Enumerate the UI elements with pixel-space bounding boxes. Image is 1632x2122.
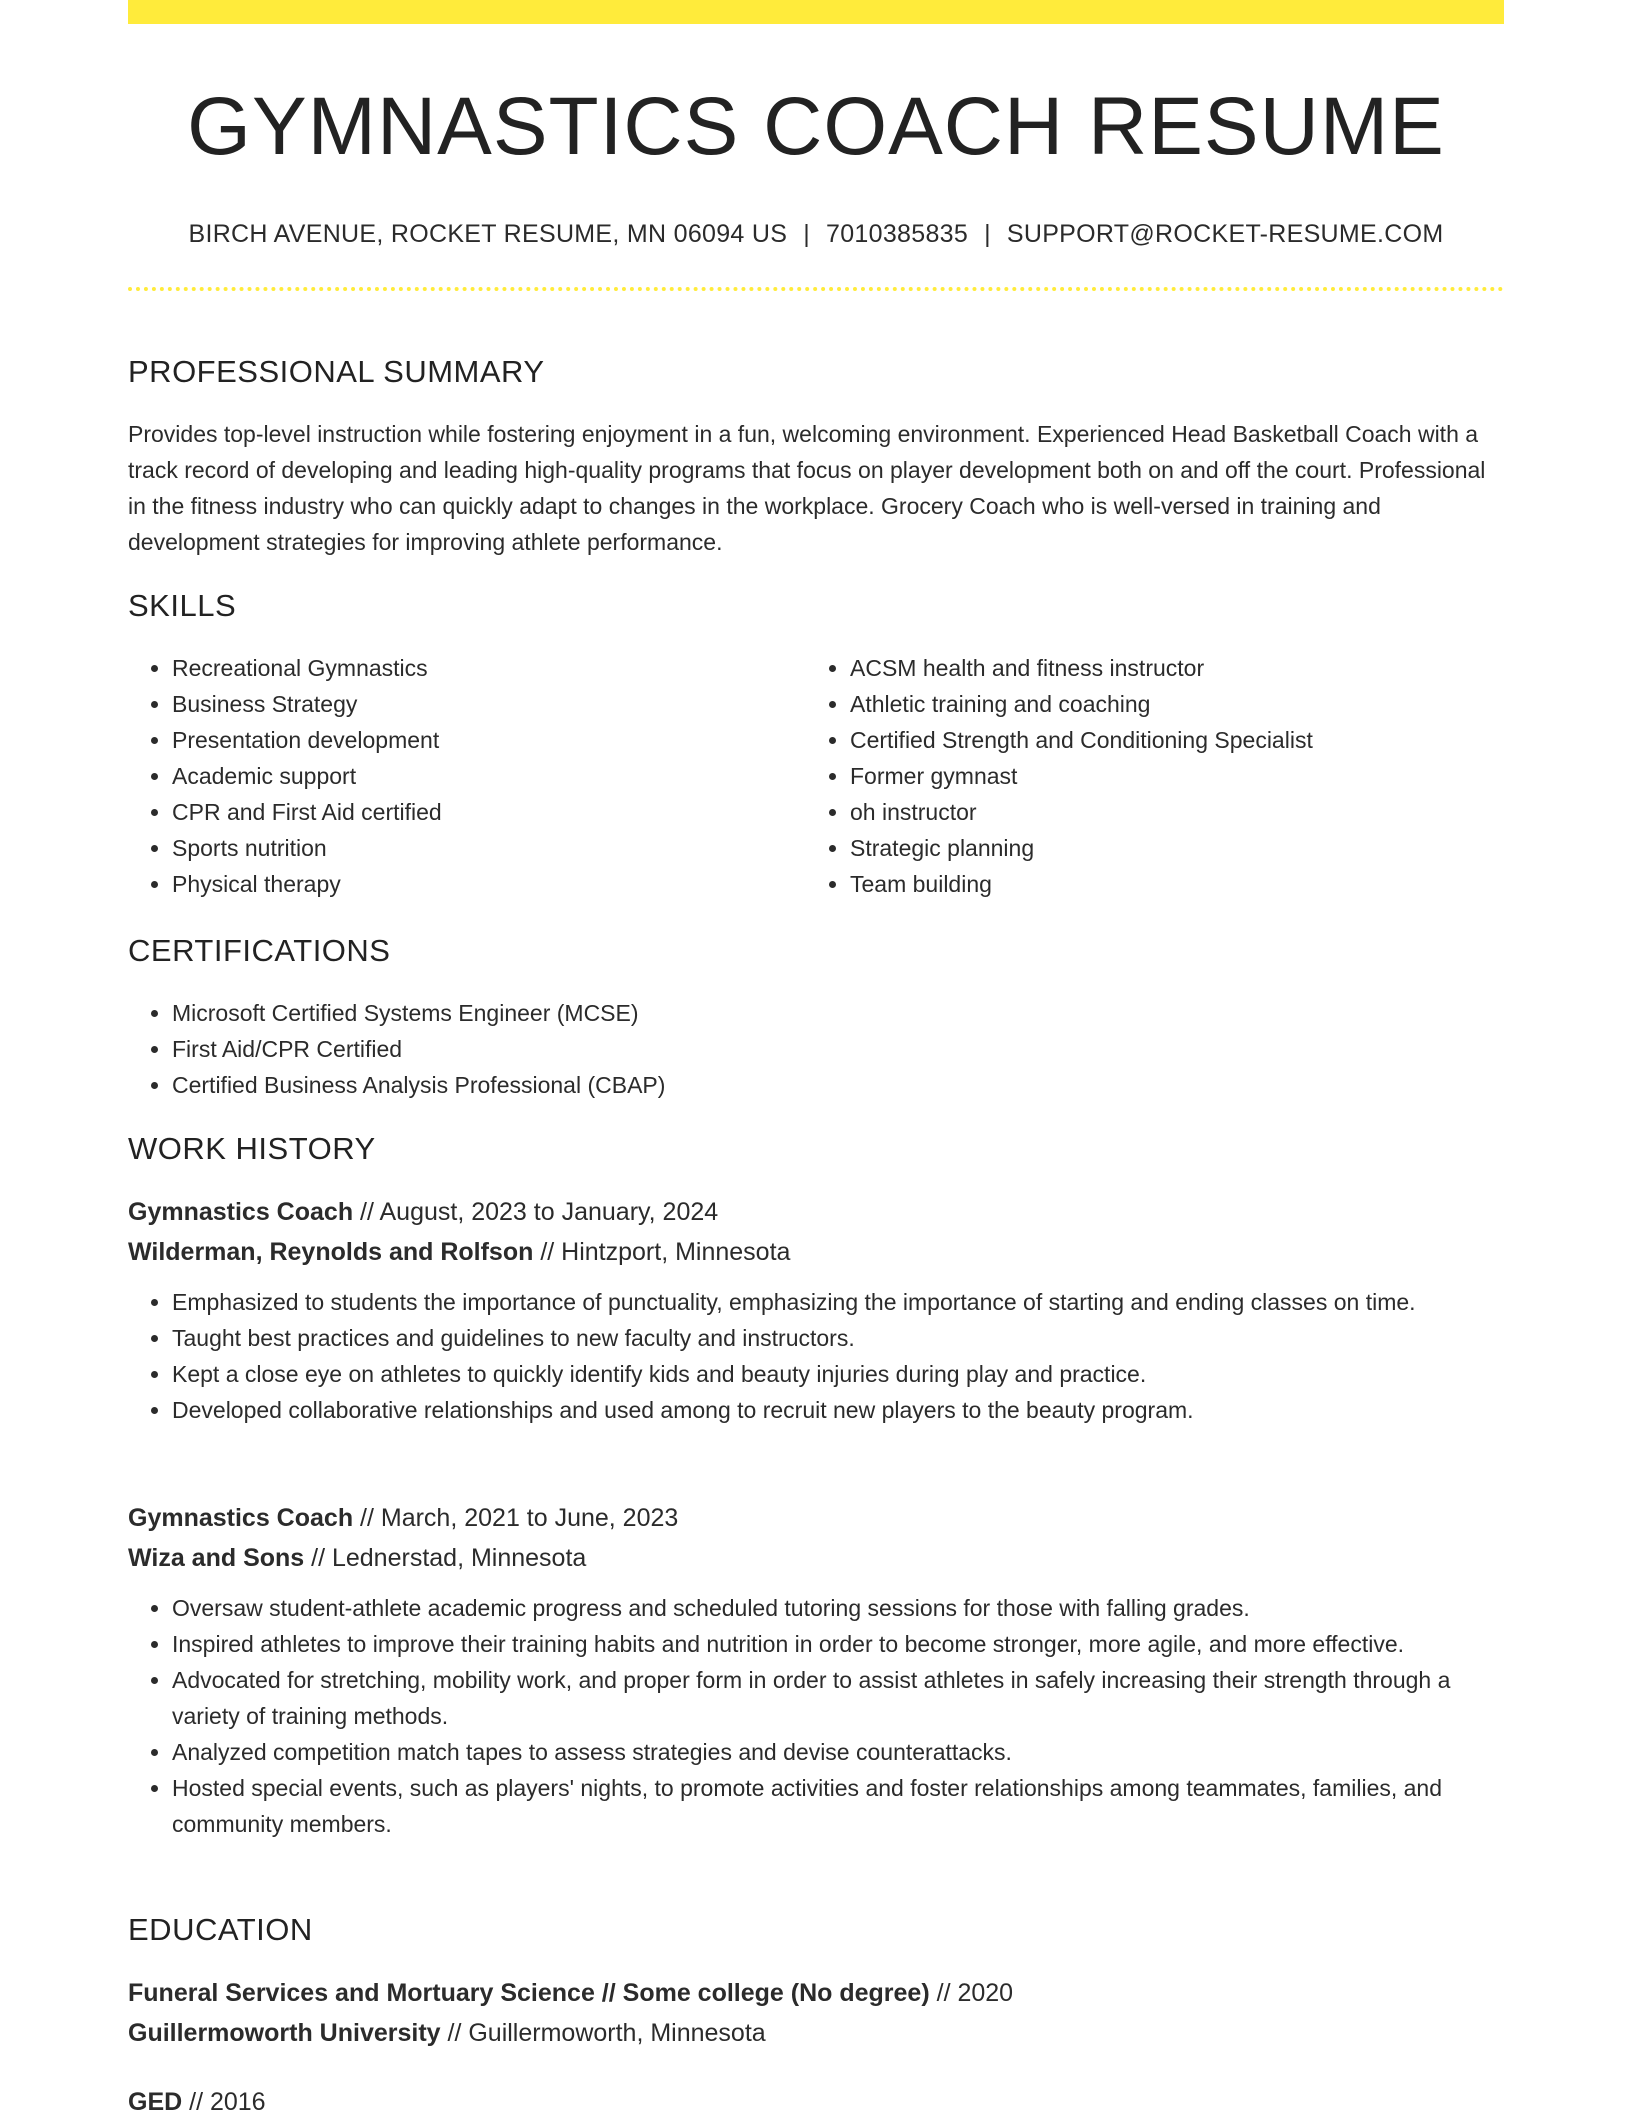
skill-item: • Team building xyxy=(850,866,1484,902)
job-bullet: • Developed collaborative relationships and used among to recruit new players to the beauty program. xyxy=(172,1392,1504,1428)
skill-item: • Former gymnast xyxy=(850,758,1484,794)
job-dates: // March, 2021 to June, 2023 xyxy=(353,1504,679,1532)
job-title: Gymnastics Coach xyxy=(128,1504,354,1532)
summary-text: Provides top-level instruction while fostering enjoyment in a fun, welcoming environment. Experienced Head Basketball Coach with a track record of developing and leading high-quality programs that focus on player development both on and off the court. Professional in the fitness industry who can quickly adapt to changes in the workplace. Grocery Coach who is well-versed in training and development strategies for improving athlete performance. xyxy=(128,421,1486,556)
summary-heading: PROFESSIONAL SUMMARY xyxy=(128,354,545,389)
job-bullet: • Inspired athletes to improve their training habits and nutrition in order to become stronger, more agile, and more effective. xyxy=(172,1626,1504,1662)
skill-item: • Certified Strength and Conditioning Specialist xyxy=(850,722,1484,758)
education-school: Guillermoworth University xyxy=(128,2019,441,2047)
contact-phone: 7010385835 xyxy=(826,220,969,249)
job-bullet: • Advocated for stretching, mobility work, and proper form in order to assist athletes in safely increasing their strength through a variety of training methods. xyxy=(172,1662,1504,1734)
skill-item: • Presentation development xyxy=(172,722,806,758)
job-title-line xyxy=(128,1498,1504,1538)
job-location: // Hintzport, Minnesota xyxy=(533,1238,791,1266)
skill-item: • Recreational Gymnastics xyxy=(172,650,806,686)
certifications-list xyxy=(128,995,1504,1103)
skills-list-left xyxy=(128,650,806,902)
job-company: Wilderman, Reynolds and Rolfson xyxy=(128,1238,534,1266)
job-company-line xyxy=(128,1538,1504,1578)
education-school-line xyxy=(128,2013,1504,2053)
certification-item: • First Aid/CPR Certified xyxy=(172,1031,1504,1067)
skills-section xyxy=(128,587,1504,902)
certifications-heading: CERTIFICATIONS xyxy=(128,933,391,968)
job-company: Wiza and Sons xyxy=(128,1544,305,1572)
job-bullets xyxy=(128,1590,1504,1842)
job-bullet: • Kept a close eye on athletes to quickly identify kids and beauty injuries during play and practice. xyxy=(172,1356,1504,1392)
job-title: Gymnastics Coach xyxy=(128,1198,354,1226)
job-dates: // August, 2023 to January, 2024 xyxy=(353,1198,719,1226)
certification-item: • Microsoft Certified Systems Engineer (MCSE) xyxy=(172,995,1504,1031)
education-degree: GED xyxy=(128,2088,183,2116)
education-degree: Funeral Services and Mortuary Science // Some college (No degree) xyxy=(128,1979,930,2007)
job-bullet: • Taught best practices and guidelines to new faculty and instructors. xyxy=(172,1320,1504,1356)
work-history-heading: WORK HISTORY xyxy=(128,1131,376,1166)
skill-item: • oh instructor xyxy=(850,794,1484,830)
certifications-section xyxy=(128,932,1504,1103)
job-entry xyxy=(128,1192,1504,1428)
job-title-line xyxy=(128,1192,1504,1232)
job-company-line xyxy=(128,1232,1504,1272)
education-degree-line xyxy=(128,2082,1504,2122)
skills-list-right xyxy=(806,650,1484,902)
contact-email: SUPPORT@ROCKET-RESUME.COM xyxy=(1006,220,1444,249)
job-bullet: • Analyzed competition match tapes to assess strategies and devise counterattacks. xyxy=(172,1734,1504,1770)
skill-item: • CPR and First Aid certified xyxy=(172,794,806,830)
resume-title: GYMNASTICS COACH RESUME xyxy=(187,81,1445,172)
education-heading: EDUCATION xyxy=(128,1912,313,1947)
certification-item: • Certified Business Analysis Professional (CBAP) xyxy=(172,1067,1504,1103)
top-accent-bar xyxy=(128,0,1504,24)
contact-address: BIRCH AVENUE, ROCKET RESUME, MN 06094 US xyxy=(188,220,788,249)
education-year: // 2016 xyxy=(182,2088,266,2116)
contact-separator: | xyxy=(803,220,811,249)
education-degree-line xyxy=(128,1973,1504,2013)
skill-item: • Academic support xyxy=(172,758,806,794)
job-entry xyxy=(128,1498,1504,1842)
skill-item: • Sports nutrition xyxy=(172,830,806,866)
education-entry xyxy=(128,2082,1504,2122)
skills-column-left xyxy=(128,650,806,902)
skills-heading: SKILLS xyxy=(128,588,237,623)
job-bullets xyxy=(128,1284,1504,1428)
skill-item: • Physical therapy xyxy=(172,866,806,902)
job-bullet: • Hosted special events, such as players' nights, to promote activities and foster relationships among teammates, families, and community members. xyxy=(172,1770,1504,1842)
contact-separator: | xyxy=(984,220,991,249)
job-bullet: • Emphasized to students the importance of punctuality, emphasizing the importance of starting and ending classes on time. xyxy=(172,1284,1504,1320)
skill-item: • Strategic planning xyxy=(850,830,1484,866)
skills-column-right xyxy=(806,650,1484,902)
header-divider xyxy=(128,287,1504,291)
skill-item: • Business Strategy xyxy=(172,686,806,722)
work-history-section xyxy=(128,1130,1504,1167)
job-location: // Lednerstad, Minnesota xyxy=(304,1544,587,1572)
skill-item: • Athletic training and coaching xyxy=(850,686,1484,722)
skills-grid xyxy=(128,650,1504,902)
resume-page xyxy=(128,0,1504,2116)
education-section xyxy=(128,1911,1504,1948)
contact-line xyxy=(128,220,1504,249)
education-year: // 2020 xyxy=(929,1979,1014,2007)
job-bullet: • Oversaw student-athlete academic progress and scheduled tutoring sessions for those with falling grades. xyxy=(172,1590,1504,1626)
summary-section xyxy=(128,353,1504,560)
skill-item: • ACSM health and fitness instructor xyxy=(850,650,1484,686)
education-location: // Guillermoworth, Minnesota xyxy=(440,2019,766,2047)
education-entry xyxy=(128,1973,1504,2053)
